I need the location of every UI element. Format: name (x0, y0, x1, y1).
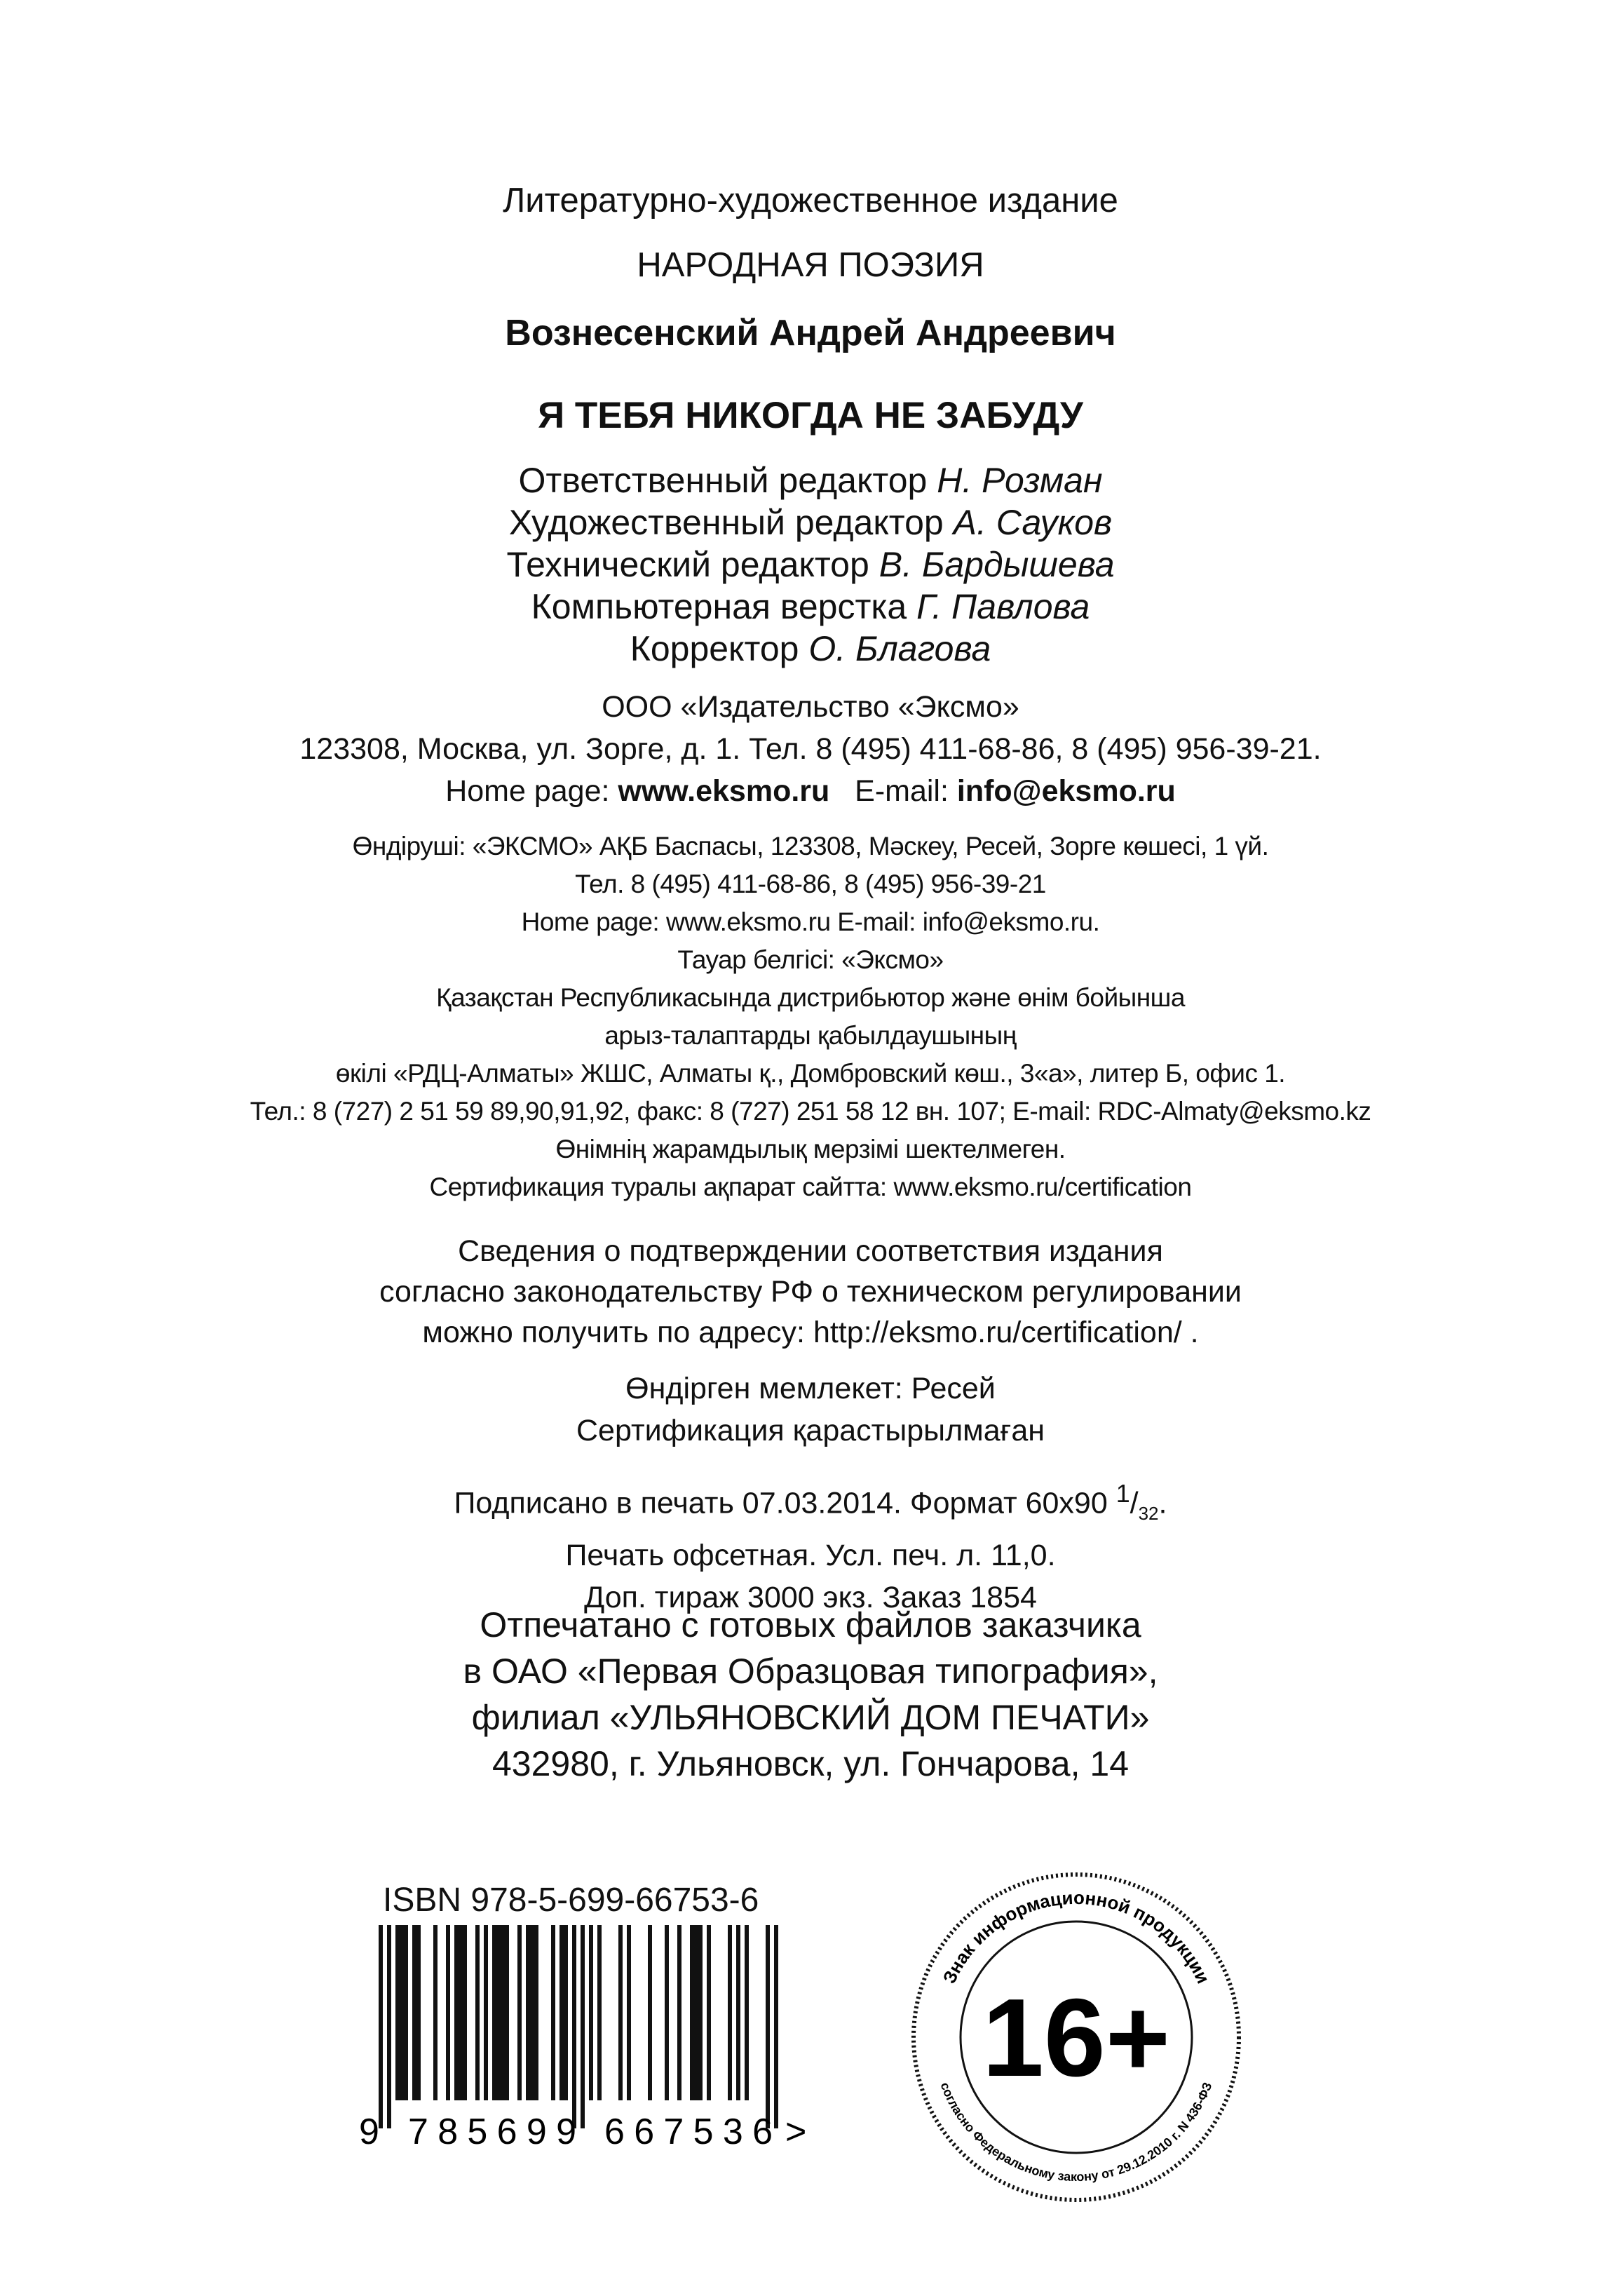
kz-line: өкілі «РДЦ-Алматы» ЖШС, Алматы қ., Домбровский көш., 3«а», литер Б, офис 1. (335, 1059, 1286, 1088)
home-page-link: www.eksmo.ru (618, 774, 830, 808)
kz-line: Тел.: 8 (727) 2 51 59 89,90,91,92, факс: 8 (727) 251 58 12 вн. 107; E-mail: RDC-Almaty@eksmo.kz (250, 1097, 1371, 1126)
barcode-bar (463, 1925, 467, 2100)
cert-line: согласно законодательству РФ о техническом регулировании (379, 1275, 1242, 1309)
signed-for-print: Подписано в печать 07.03.2014. Формат 60x90 $^1/_{32}$. (454, 1480, 1167, 1524)
barcode-bar (581, 1925, 585, 2128)
barcode-bar (501, 1925, 505, 2100)
barcode-bar (627, 1925, 631, 2100)
barcode-bar (379, 1925, 383, 2128)
editor-line: Ответственный редактор Н. Розман (518, 461, 1103, 500)
origin-line: Сертификация қарастырылмаған (576, 1414, 1045, 1447)
cert-line: можно получить по адресу: http://eksmo.ru/certification/ . (422, 1316, 1199, 1349)
book-title: Я ТЕБЯ НИКОГДА НЕ ЗАБУДУ (538, 395, 1083, 436)
editors-list (0, 459, 1621, 670)
print-run: Доп. тираж 3000 экз. Заказ 1854 (584, 1580, 1037, 1614)
barcode-bar (454, 1925, 459, 2100)
barcode-bar (728, 1925, 732, 2100)
kz-line: Home page: www.eksmo.ru E-mail: info@eksmo.ru. (521, 907, 1100, 936)
age-rating-label: 16+ (982, 1976, 1171, 2100)
barcode-bar (459, 1925, 463, 2100)
barcode-left-digits: 785699 (408, 2112, 576, 2149)
barcode-bar (618, 1925, 623, 2100)
barcode-bar (416, 1925, 421, 2100)
barcode-right-digits: 667536 (604, 2112, 773, 2149)
editor-line: Компьютерная верстка Г. Павлова (531, 587, 1090, 626)
barcode-bar (530, 1925, 534, 2100)
barcode-bar (505, 1925, 509, 2100)
kz-line: Тауар белгісі: «Эксмо» (677, 945, 944, 974)
kz-line: арыз-талаптарды қабылдаушының (604, 1021, 1017, 1050)
barcode-bar (395, 1925, 400, 2100)
kz-line: Өнімнің жарамдылық мерзімі шектелмеген. (555, 1135, 1066, 1163)
certification-note (0, 1231, 1621, 1353)
barcode-bar (589, 1925, 593, 2100)
barcode-bar (475, 1925, 480, 2100)
edition-type: Литературно-художественное издание (503, 182, 1118, 220)
stamp-ring-bottom-text: согласно Федеральному закону от 29.12.2010 г. N 436-ФЗ (937, 2080, 1215, 2184)
cert-line: Сведения о подтверждении соответствия издания (458, 1234, 1163, 1268)
barcode-bar (492, 1925, 496, 2100)
publisher-contacts: Home page: www.eksmo.ru E-mail: info@eksmo.ru (445, 774, 1176, 808)
author-name: Вознесенский Андрей Андреевич (505, 313, 1116, 353)
barcode-bar (694, 1925, 698, 2100)
email-link: info@eksmo.ru (956, 774, 1176, 808)
barcode-bar (564, 1925, 568, 2100)
barcode-bar (774, 1925, 778, 2128)
barcode-bar (597, 1925, 602, 2100)
kz-line: Тел. 8 (495) 411-68-86, 8 (495) 956-39-21 (575, 870, 1046, 898)
barcode-bar (648, 1925, 652, 2100)
barcode-bar (559, 1925, 564, 2100)
editor-line: Технический редактор В. Бардышева (506, 545, 1115, 584)
print-method: Печать офсетная. Усл. печ. л. 11,0. (565, 1538, 1056, 1572)
barcode-lead-digit: 9 (359, 2112, 379, 2149)
barcode-bar (766, 1925, 770, 2128)
isbn-barcode (358, 1925, 818, 2149)
edition-header (0, 168, 1621, 297)
kz-line: Өндіруші: «ЭКСМО» АҚБ Баспасы, 123308, Мәскеу, Ресей, Зорге көшесі, 1 үй. (352, 832, 1269, 860)
barcode-bar (412, 1925, 416, 2100)
barcode-bar (745, 1925, 749, 2100)
barcode-bar (400, 1925, 404, 2100)
barcode-bars (379, 1925, 778, 2128)
age-rating-stamp (904, 1865, 1248, 2209)
barcode-bar (526, 1925, 530, 2100)
publisher-name: ООО «Издательство «Эксмо» (602, 690, 1019, 724)
barcode-bar (433, 1925, 438, 2100)
barcode-bar (572, 1925, 576, 2128)
print-details (0, 1473, 1621, 1619)
barcode-bar (677, 1925, 681, 2100)
editor-line: Художественный редактор А. Сауков (508, 503, 1113, 542)
barcode-bar (698, 1925, 703, 2100)
printer-line: 432980, г. Ульяновск, ул. Гончарова, 14 (491, 1744, 1130, 1783)
barcode-bar (707, 1925, 711, 2100)
kz-line: Қазақстан Республикасында дистрибьютор және өнім бойынша (436, 983, 1185, 1012)
kz-line: Сертификация туралы ақпарат сайтта: www.eksmo.ru/certification (429, 1173, 1192, 1201)
series-name: НАРОДНАЯ ПОЭЗИЯ (637, 246, 984, 284)
barcode-bar (496, 1925, 501, 2100)
barcode-bar (387, 1925, 391, 2128)
editor-line: Корректор О. Благова (630, 629, 991, 668)
origin-note (0, 1368, 1621, 1452)
kazakh-distributor-block (0, 828, 1621, 1206)
isbn-label: ISBN 978-5-699-66753-6 (383, 1882, 759, 1919)
publisher-address: 123308, Москва, ул. Зорге, д. 1. Тел. 8 (495) 411-68-86, 8 (495) 956-39-21. (299, 732, 1322, 766)
barcode-quiet-zone-mark: > (785, 2112, 807, 2149)
printer-line: филиал «УЛЬЯНОВСКИЙ ДОМ ПЕЧАТИ» (471, 1698, 1150, 1737)
printer-line: в ОАО «Первая Образцовая типография», (463, 1652, 1158, 1691)
barcode-bar (534, 1925, 538, 2100)
origin-line: Өндірген мемлекет: Ресей (625, 1372, 996, 1405)
publisher-info (0, 686, 1621, 812)
barcode-bar (736, 1925, 740, 2100)
barcode-bar (690, 1925, 694, 2100)
barcode-bar (484, 1925, 488, 2100)
stamp-ring-top-text: Знак информационной продукции (938, 1886, 1214, 1987)
barcode-bar (551, 1925, 555, 2100)
printer-line: Отпечатано с готовых файлов заказчика (480, 1605, 1141, 1645)
printer-info (0, 1602, 1621, 1787)
barcode-bar (665, 1925, 669, 2100)
barcode-bar (517, 1925, 522, 2100)
barcode-bar (446, 1925, 450, 2100)
barcode-bar (404, 1925, 408, 2100)
